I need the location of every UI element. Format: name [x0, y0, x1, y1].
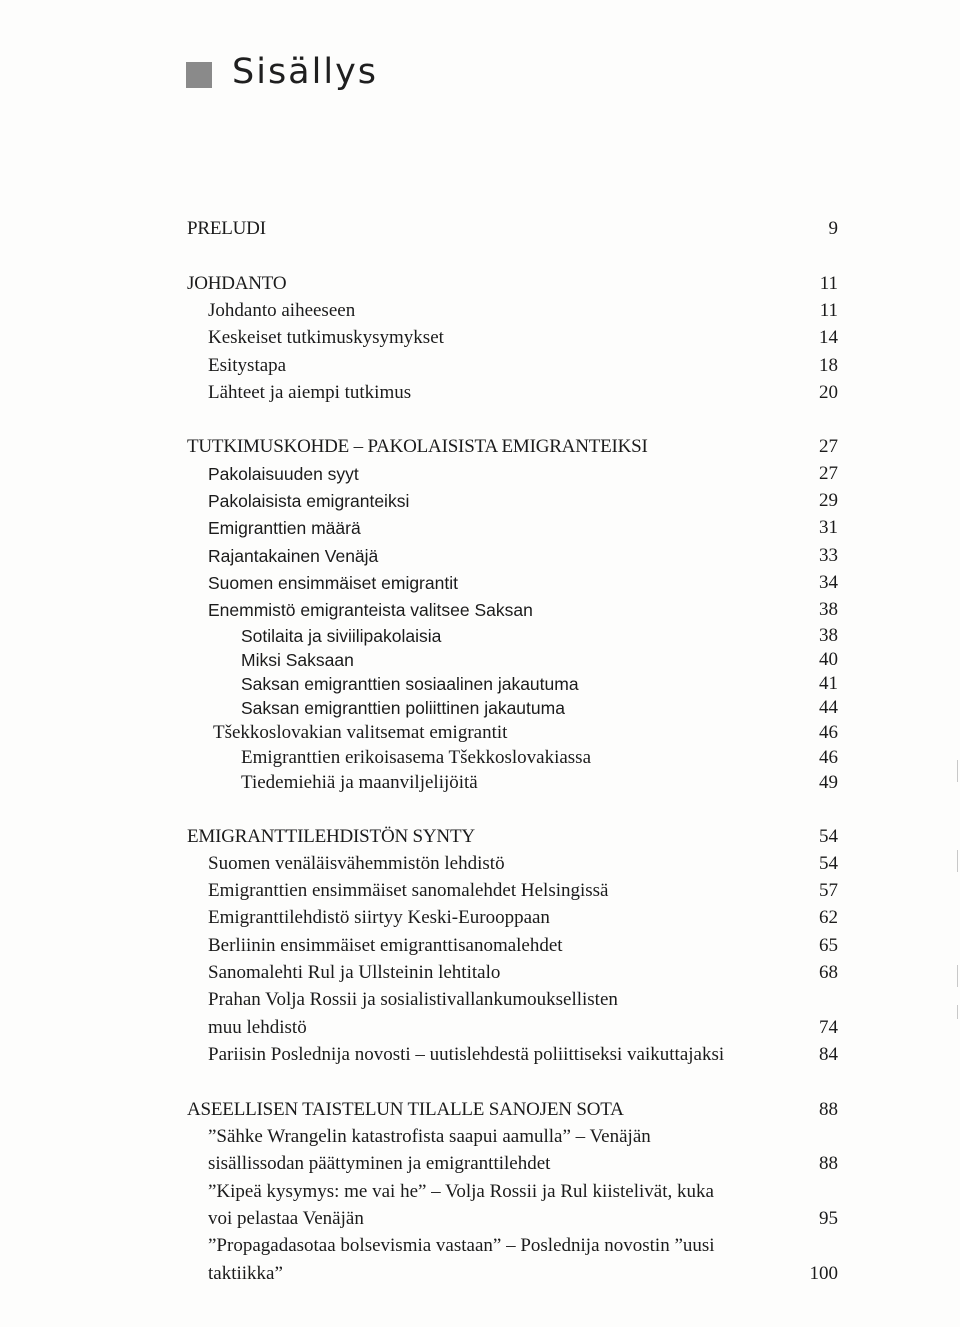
- toc-entry-page: 84: [819, 1044, 838, 1065]
- toc-entry-page: 29: [819, 490, 838, 511]
- toc-entry-page: 18: [819, 355, 838, 376]
- toc-entry-page: 62: [819, 907, 838, 928]
- toc-entry-page: 95: [819, 1208, 838, 1229]
- toc-entry-page: 57: [819, 880, 838, 901]
- scan-mark: [957, 760, 958, 782]
- toc-entry-page: 11: [819, 300, 838, 321]
- scan-mark: [957, 850, 958, 872]
- scan-mark: [957, 1005, 958, 1019]
- toc-entry-title: ”Sähke Wrangelin katastrofista saapui aamulla” – Venäjän: [208, 1126, 651, 1147]
- toc-entry-page: 40: [819, 649, 838, 670]
- toc-entry-page: 27: [819, 463, 838, 484]
- toc-entry-title: Suomen ensimmäiset emigrantit: [208, 573, 458, 593]
- toc-entry-title: Tiedemiehiä ja maanviljelijöitä: [241, 772, 478, 793]
- toc-entry-title: ”Kipeä kysymys: me vai he” – Volja Rossii ja Rul kiistelivät, kuka: [208, 1181, 714, 1202]
- toc-entry-page: 20: [819, 382, 838, 403]
- toc-entry-title: sisällissodan päättyminen ja emigranttilehdet: [208, 1153, 551, 1174]
- toc-entry-page: 46: [819, 747, 838, 768]
- toc-entry-page: 54: [819, 826, 838, 847]
- toc-entry-title: Keskeiset tutkimuskysymykset: [208, 327, 444, 348]
- toc-entry-page: 33: [819, 545, 838, 566]
- toc-entry-page: 41: [819, 673, 838, 694]
- toc-entry-page: 65: [819, 935, 838, 956]
- toc-entry-page: 49: [819, 772, 838, 793]
- toc-entry-title: Emigranttien määrä: [208, 518, 361, 538]
- toc-entry-title: Lähteet ja aiempi tutkimus: [208, 382, 412, 403]
- toc-entry-page: 44: [819, 697, 838, 718]
- toc-entry-title: TUTKIMUSKOHDE – PAKOLAISISTA EMIGRANTEIKSI: [187, 436, 648, 457]
- toc-entry-title: Pariisin Poslednija novosti – uutislehdestä poliittiseksi vaikuttajaksi: [208, 1044, 725, 1065]
- toc-entry-title: Pakolaisista emigranteiksi: [208, 491, 410, 511]
- toc-entry-title: ASEELLISEN TAISTELUN TILALLE SANOJEN SOTA: [187, 1099, 624, 1120]
- toc-entry-title: JOHDANTO: [187, 273, 287, 294]
- toc-entry-title: Prahan Volja Rossii ja sosialistivallankumouksellisten: [208, 989, 618, 1010]
- toc-entry-title: muu lehdistö: [208, 1017, 307, 1038]
- toc-entry-title: ”Propagadasotaa bolsevismia vastaan” – Poslednija novostin ”uusi: [208, 1235, 715, 1256]
- scan-mark: [957, 965, 958, 987]
- toc-entry-page: 38: [819, 625, 838, 646]
- toc-entry-title: Sanomalehti Rul ja Ullsteinin lehtitalo: [208, 962, 501, 983]
- toc-entry-page: 100: [809, 1263, 838, 1284]
- heading-square-icon: [186, 62, 212, 88]
- toc-entry-title: Miksi Saksaan: [241, 650, 354, 670]
- toc-entry-page: 14: [819, 327, 838, 348]
- toc-entry-title: Tšekkoslovakian valitsemat emigrantit: [213, 722, 508, 743]
- toc-entry-title: voi pelastaa Venäjän: [208, 1208, 364, 1229]
- toc-entry-title: Emigranttien erikoisasema Tšekkoslovakiassa: [241, 747, 592, 768]
- toc-entry-title: Saksan emigranttien sosiaalinen jakautuma: [241, 674, 579, 694]
- toc-entry-title: Johdanto aiheeseen: [208, 300, 356, 321]
- toc-entry-page: 88: [819, 1153, 838, 1174]
- toc-entry-title: Berliinin ensimmäiset emigranttisanomalehdet: [208, 935, 563, 956]
- toc-entry-page: 74: [819, 1017, 838, 1038]
- toc-entry-title: Emigranttien ensimmäiset sanomalehdet Helsingissä: [208, 880, 609, 901]
- toc-entry-title: Emigranttilehdistö siirtyy Keski-Eurooppaan: [208, 907, 550, 928]
- page-title: Sisällys: [232, 52, 379, 92]
- toc-entry-page: 38: [819, 599, 838, 620]
- toc-entry-page: 27: [819, 436, 838, 457]
- toc-entry-page: 9: [828, 218, 838, 239]
- toc-heading: [186, 52, 378, 92]
- toc-entry-title: Enemmistö emigranteista valitsee Saksan: [208, 600, 533, 620]
- toc-entry-title: EMIGRANTTILEHDISTÖN SYNTY: [187, 826, 475, 847]
- toc-entry-title: Esitystapa: [208, 355, 287, 376]
- toc-entry-page: 46: [819, 722, 838, 743]
- toc-entry-page: 68: [819, 962, 838, 983]
- toc-entry-title: PRELUDI: [187, 218, 266, 239]
- toc-entry-page: 88: [819, 1099, 838, 1120]
- toc-entry-page: 54: [819, 853, 838, 874]
- toc-entry-title: taktiikka”: [208, 1263, 283, 1284]
- toc-entry-title: Sotilaita ja siviilipakolaisia: [241, 626, 442, 646]
- toc-entry-page: 34: [819, 572, 838, 593]
- toc-entry-page: 11: [819, 273, 838, 294]
- toc-entry-title: Suomen venäläisvähemmistön lehdistö: [208, 853, 505, 874]
- toc-entry-title: Saksan emigranttien poliittinen jakautuma: [241, 698, 565, 718]
- toc-entry-title: Rajantakainen Venäjä: [208, 546, 379, 566]
- toc-entry-title: Pakolaisuuden syyt: [208, 464, 359, 484]
- toc-entry-page: 31: [819, 517, 838, 538]
